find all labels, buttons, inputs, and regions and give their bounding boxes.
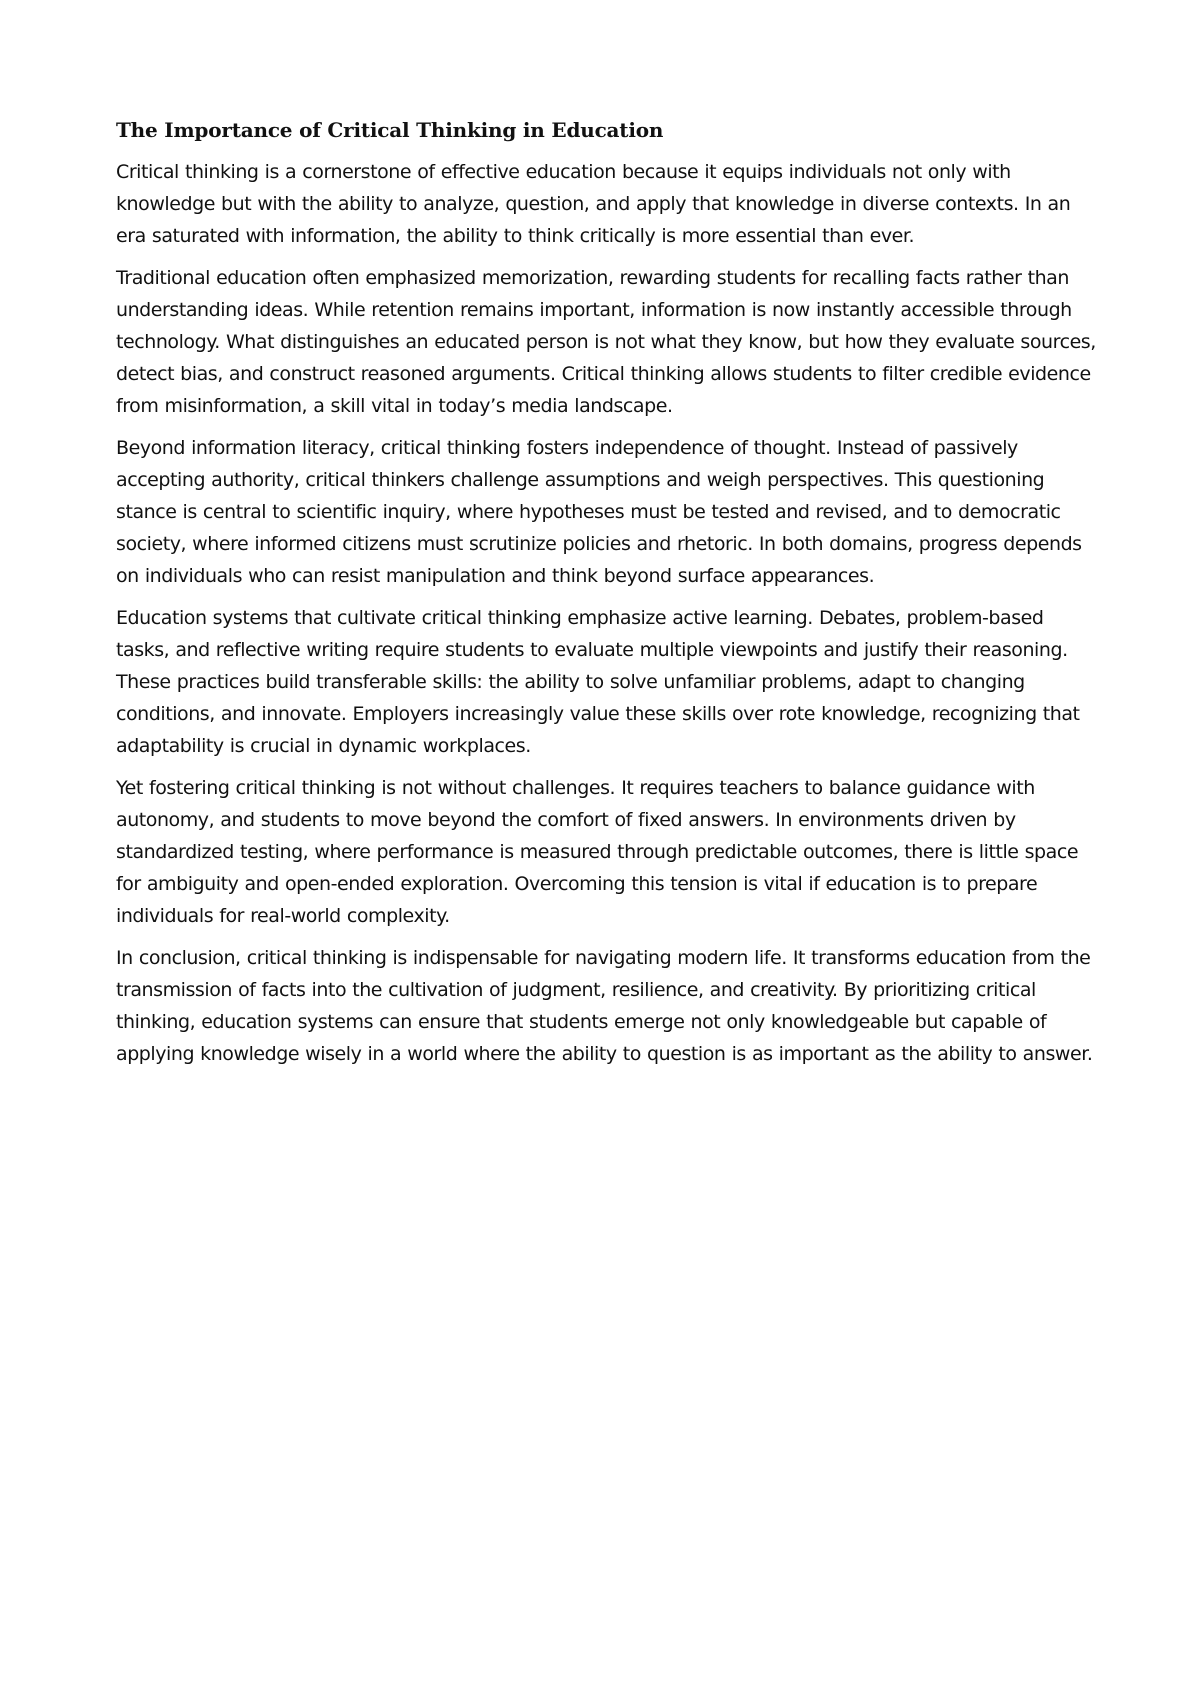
paragraph-3: Beyond information literacy, critical thinking fosters independence of thought. Instead of passively accepting authority, critical thinkers challenge assumptions and weigh perspectives. This questioning stance is central to scientific inquiry, where hypotheses must be tested and revised, and to democratic society, where informed citizens must scrutinize policies and rhetoric. In both domains, progress depends on individuals who can resist manipulation and think beyond surface appearances. bbox=[116, 437, 1082, 587]
paragraph-6: In conclusion, critical thinking is indispensable for navigating modern life. It transforms education from the transmission of facts into the cultivation of judgment, resilience, and creativity. By prioritizing critical thinking, education systems can ensure that students emerge not only knowledgeable but capable of applying knowledge wisely in a world where the ability to question is as important as the ability to answer. bbox=[116, 947, 1093, 1065]
paragraph-1: Critical thinking is a cornerstone of effective education because it equips individuals not only with knowledge but with the ability to analyze, question, and apply that knowledge in diverse contexts. In an era saturated with information, the ability to think critically is more essential than ever. bbox=[116, 161, 1071, 247]
document-body bbox=[116, 114, 1096, 1080]
document-title: The Importance of Critical Thinking in Education bbox=[116, 118, 664, 142]
paragraph-2: Traditional education often emphasized memorization, rewarding students for recalling facts rather than understanding ideas. While retention remains important, information is now instantly accessible through technology. What distinguishes an educated person is not what they know, but how they evaluate sources, detect bias, and construct reasoned arguments. Critical thinking allows students to filter credible evidence from misinformation, a skill vital in today’s media landscape. bbox=[116, 267, 1096, 417]
paragraph-4: Education systems that cultivate critical thinking emphasize active learning. Debates, problem-based tasks, and reflective writing require students to evaluate multiple viewpoints and justify their reasoning. These practices build transferable skills: the ability to solve unfamiliar problems, adapt to changing conditions, and innovate. Employers increasingly value these skills over rote knowledge, recognizing that adaptability is crucial in dynamic workplaces. bbox=[116, 607, 1080, 757]
paragraph-5: Yet fostering critical thinking is not without challenges. It requires teachers to balance guidance with autonomy, and students to move beyond the comfort of fixed answers. In environments driven by standardized testing, where performance is measured through predictable outcomes, there is little space for ambiguity and open-ended exploration. Overcoming this tension is vital if education is to prepare individuals for real-world complexity. bbox=[116, 777, 1079, 927]
